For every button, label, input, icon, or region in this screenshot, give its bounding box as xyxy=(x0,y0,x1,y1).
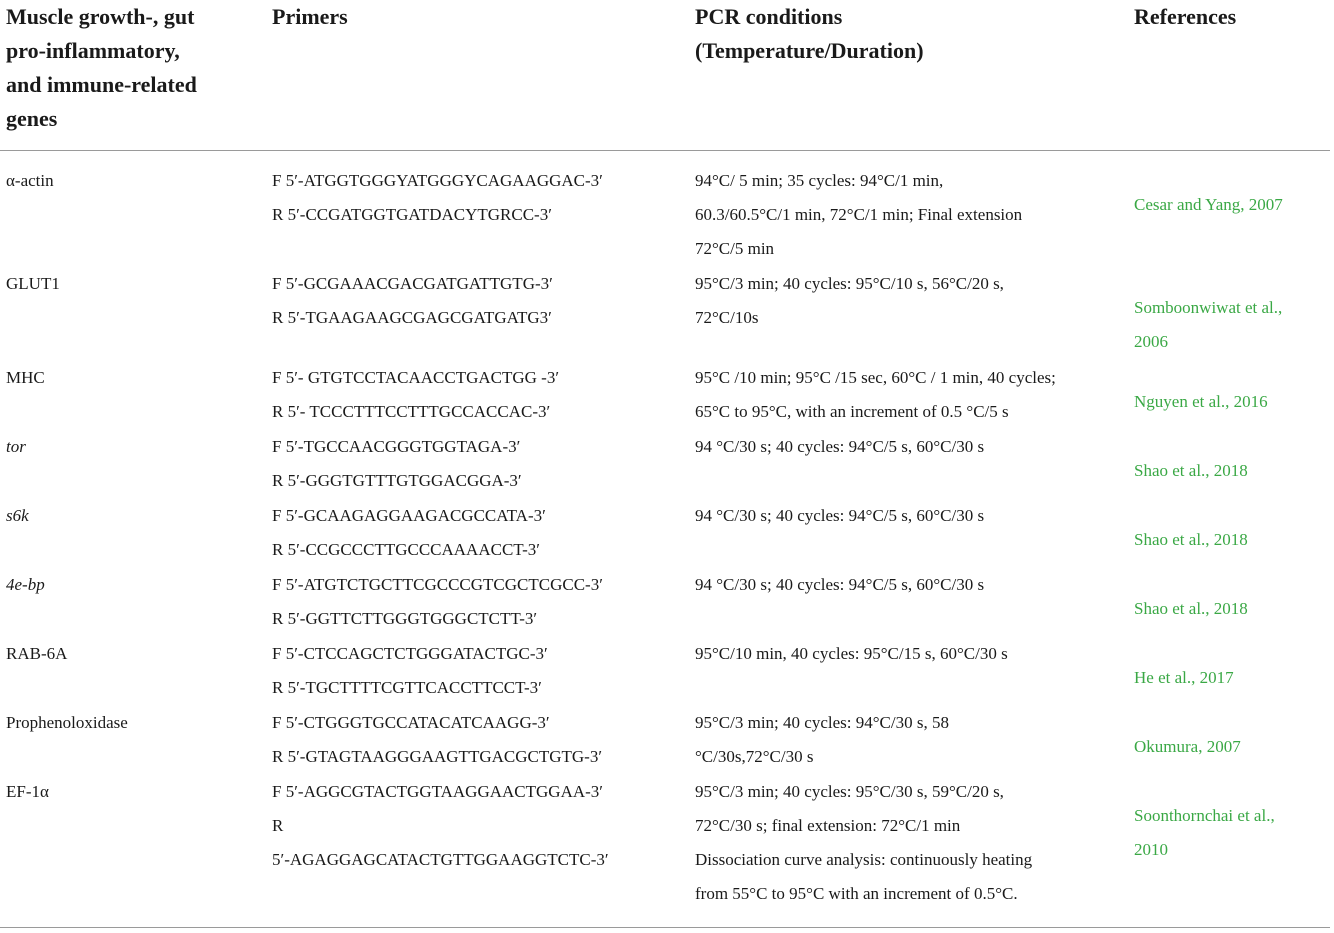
gene-cell: RAB-6A xyxy=(6,644,68,663)
primer-line: R 5′-GTAGTAAGGGAAGTTGACGCTGTG-3′ xyxy=(272,747,603,766)
pcr-cell xyxy=(695,267,1115,335)
header-divider xyxy=(0,150,1330,151)
primer-line: F 5′- GTGTCCTACAACCTGACTGG -3′ xyxy=(272,368,560,387)
header-references-label: References xyxy=(1134,4,1237,29)
reference-link[interactable] xyxy=(1134,385,1329,419)
pcr-cell xyxy=(695,775,1115,911)
gene-cell: s6k xyxy=(6,506,29,525)
primers-cell xyxy=(272,568,672,636)
pcr-line: 94 °C/30 s; 40 cycles: 94°C/5 s, 60°C/30 s xyxy=(695,506,985,525)
table-header xyxy=(0,0,1334,150)
gene-cell: MHC xyxy=(6,368,45,387)
gene-cell: GLUT1 xyxy=(6,274,60,293)
primers-cell xyxy=(272,499,672,567)
primer-line: F 5′-AGGCGTACTGGTAAGGAACTGGAA-3′ xyxy=(272,782,604,801)
reference-line: 2006 xyxy=(1134,332,1168,351)
header-pcr-line: (Temperature/Duration) xyxy=(695,38,924,63)
pcr-cell xyxy=(695,164,1115,266)
reference-line: He et al., 2017 xyxy=(1134,668,1234,687)
reference-link[interactable] xyxy=(1134,661,1329,695)
pcr-line: °C/30s,72°C/30 s xyxy=(695,747,814,766)
gene-cell: Prophenoloxidase xyxy=(6,713,128,732)
reference-line: Shao et al., 2018 xyxy=(1134,530,1248,549)
reference-line: Somboonwiwat et al., xyxy=(1134,298,1283,317)
reference-link[interactable] xyxy=(1134,730,1329,764)
primer-line: R 5′-TGAAGAAGCGAGCGATGATG3′ xyxy=(272,308,552,327)
primer-line: R 5′-GGGTGTTTGTGGACGGA-3′ xyxy=(272,471,522,490)
primer-line: F 5′-GCGAAACGACGATGATTGTG-3′ xyxy=(272,274,553,293)
pcr-line: 95°C/3 min; 40 cycles: 95°C/30 s, 59°C/20 s, xyxy=(695,782,1004,801)
reference-line: Shao et al., 2018 xyxy=(1134,599,1248,618)
pcr-line: 72°C/5 min xyxy=(695,239,775,258)
primers-cell xyxy=(272,706,672,774)
primer-line: F 5′-TGCCAACGGGTGGTAGA-3′ xyxy=(272,437,521,456)
pcr-line: 60.3/60.5°C/1 min, 72°C/1 min; Final extension xyxy=(695,205,1023,224)
header-pcr-conditions xyxy=(695,0,1095,68)
pcr-line: 72°C/30 s; final extension: 72°C/1 min xyxy=(695,816,961,835)
pcr-line: 95°C/3 min; 40 cycles: 95°C/10 s, 56°C/20 s, xyxy=(695,274,1004,293)
header-gene-line: and immune-related xyxy=(6,72,197,97)
primer-line: F 5′-GCAAGAGGAAGACGCCATA-3′ xyxy=(272,506,546,525)
pcr-cell xyxy=(695,568,1115,602)
primer-line: F 5′-ATGTCTGCTTCGCCCGTCGCTCGCC-3′ xyxy=(272,575,603,594)
reference-line: Okumura, 2007 xyxy=(1134,737,1241,756)
reference-link[interactable] xyxy=(1134,454,1329,488)
pcr-cell xyxy=(695,637,1115,671)
header-pcr-line: PCR conditions xyxy=(695,4,843,29)
reference-link[interactable] xyxy=(1134,523,1329,557)
reference-line: Shao et al., 2018 xyxy=(1134,461,1248,480)
primer-line: R 5′-CCGCCCTTGCCCAAAACCT-3′ xyxy=(272,540,540,559)
primer-line: R 5′- TCCCTTTCCTTTGCCACCAC-3′ xyxy=(272,402,551,421)
primer-line: F 5′-CTGGGTGCCATACATCAAGG-3′ xyxy=(272,713,550,732)
reference-line: Soonthornchai et al., xyxy=(1134,806,1275,825)
reference-line: Nguyen et al., 2016 xyxy=(1134,392,1268,411)
pcr-cell xyxy=(695,706,1115,774)
reference-link[interactable] xyxy=(1134,592,1329,626)
pcr-line: 72°C/10s xyxy=(695,308,759,327)
reference-line: 2010 xyxy=(1134,840,1168,859)
pcr-line: 65°C to 95°C, with an increment of 0.5 °C/5 s xyxy=(695,402,1009,421)
primers-cell xyxy=(272,637,672,705)
pcr-line: 94°C/ 5 min; 35 cycles: 94°C/1 min, xyxy=(695,171,944,190)
gene-cell: 4e-bp xyxy=(6,575,45,594)
primer-line: R xyxy=(272,816,284,835)
primers-cell xyxy=(272,361,672,429)
gene-cell: tor xyxy=(6,437,26,456)
reference-line: Cesar and Yang, 2007 xyxy=(1134,195,1283,214)
primers-cell xyxy=(272,430,672,498)
primer-line: F 5′-ATGGTGGGYATGGGYCAGAAGGAC-3′ xyxy=(272,171,603,190)
pcr-cell xyxy=(695,430,1115,464)
header-gene-line: pro-inflammatory, xyxy=(6,38,180,63)
reference-link[interactable] xyxy=(1134,799,1329,867)
header-primers xyxy=(272,0,652,34)
pcr-line: 95°C /10 min; 95°C /15 sec, 60°C / 1 min, 40 cycles; xyxy=(695,368,1056,387)
primer-line: R 5′-TGCTTTTCGTTCACCTTCCT-3′ xyxy=(272,678,542,697)
header-primers-label: Primers xyxy=(272,4,348,29)
pcr-line: 95°C/3 min; 40 cycles: 94°C/30 s, 58 xyxy=(695,713,949,732)
header-references xyxy=(1134,0,1329,34)
primer-line: 5′-AGAGGAGCATACTGTTGGAAGGTCTC-3′ xyxy=(272,850,609,869)
reference-link[interactable] xyxy=(1134,291,1329,359)
header-gene-line: Muscle growth-, gut xyxy=(6,4,195,29)
primers-cell xyxy=(272,775,672,877)
primers-cell xyxy=(272,267,672,335)
gene-cell: α-actin xyxy=(6,171,54,190)
pcr-cell xyxy=(695,499,1115,533)
primer-line: R 5′-CCGATGGTGATDACYTGRCC-3′ xyxy=(272,205,552,224)
primers-cell xyxy=(272,164,672,232)
pcr-cell xyxy=(695,361,1115,429)
primer-line: F 5′-CTCCAGCTCTGGGATACTGC-3′ xyxy=(272,644,548,663)
pcr-line: 95°C/10 min, 40 cycles: 95°C/15 s, 60°C/30 s xyxy=(695,644,1008,663)
reference-link[interactable] xyxy=(1134,188,1329,222)
pcr-line: 94 °C/30 s; 40 cycles: 94°C/5 s, 60°C/30 s xyxy=(695,575,985,594)
primer-line: R 5′-GGTTCTTGGGTGGGCTCTT-3′ xyxy=(272,609,538,628)
gene-cell: EF-1α xyxy=(6,782,49,801)
table-bottom-divider xyxy=(0,927,1330,928)
header-gene xyxy=(6,0,251,136)
pcr-line: Dissociation curve analysis: continuously heating xyxy=(695,850,1033,869)
pcr-line: from 55°C to 95°C with an increment of 0.5°C. xyxy=(695,884,1018,903)
header-gene-line: genes xyxy=(6,106,58,131)
pcr-line: 94 °C/30 s; 40 cycles: 94°C/5 s, 60°C/30 s xyxy=(695,437,985,456)
